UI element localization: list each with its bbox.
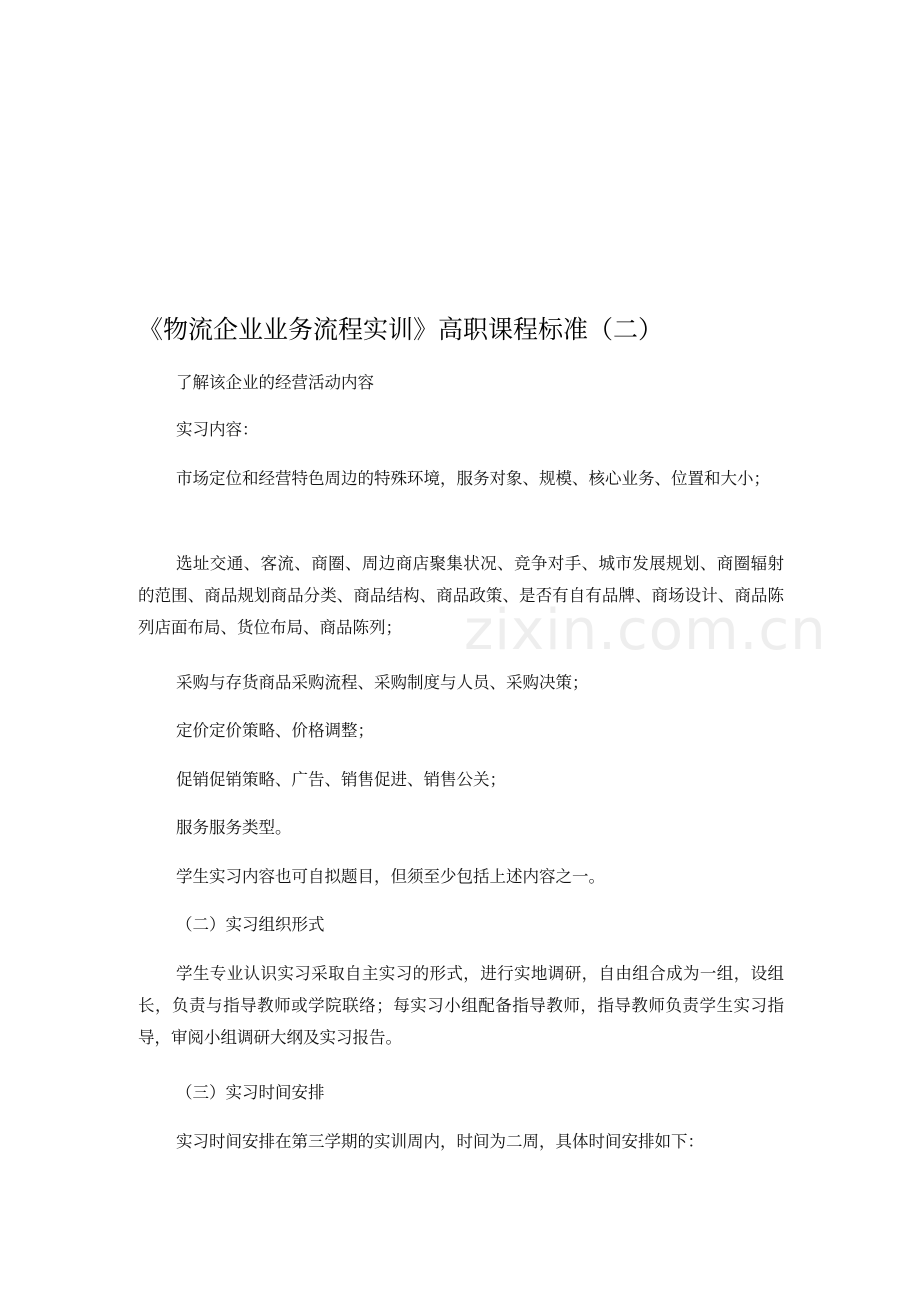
document-title: 《物流企业业务流程实训》高职课程标准（二）	[138, 315, 664, 344]
paragraph-site-selection: 选址交通、客流、商圈、周边商店聚集状况、竞争对手、城市发展规划、商圈辐射的范围、商品规划商品分类、商品结构、商品政策、是否有自有品牌、商场设计、商品陈列店面布局、货位布局、商品陈列；	[138, 554, 784, 637]
section-heading-organization: （二）实习组织形式	[176, 915, 325, 934]
section-heading-schedule: （三）实习时间安排	[176, 1083, 325, 1102]
paragraph-internship-content-heading: 实习内容：	[176, 420, 259, 439]
paragraph-pricing: 定价定价策略、价格调整；	[176, 721, 374, 740]
paragraph-promotion: 促销促销策略、广告、销售促进、销售公关；	[176, 770, 506, 789]
paragraph-service: 服务服务类型。	[176, 818, 292, 837]
paragraph-schedule-details: 实习时间安排在第三学期的实训周内，时间为二周，具体时间安排如下：	[176, 1132, 704, 1151]
paragraph-procurement: 采购与存货商品采购流程、采购制度与人员、采购决策；	[176, 673, 589, 692]
paragraph-self-selected-topic: 学生实习内容也可自拟题目，但须至少包括上述内容之一。	[176, 867, 605, 886]
paragraph-business-activities: 了解该企业的经营活动内容	[176, 373, 374, 392]
watermark-text: zixin.com.cn	[464, 598, 827, 663]
paragraph-organization-details: 学生专业认识实习采取自主实习的形式，进行实地调研，自由组合成为一组，设组长，负责与指导教师或学院联络；每实习小组配备指导教师，指导教师负责学生实习指导，审阅小组调研大纲及实习报告。	[138, 964, 784, 1047]
paragraph-market-positioning: 市场定位和经营特色周边的特殊环境，服务对象、规模、核心业务、位置和大小；	[176, 469, 770, 488]
